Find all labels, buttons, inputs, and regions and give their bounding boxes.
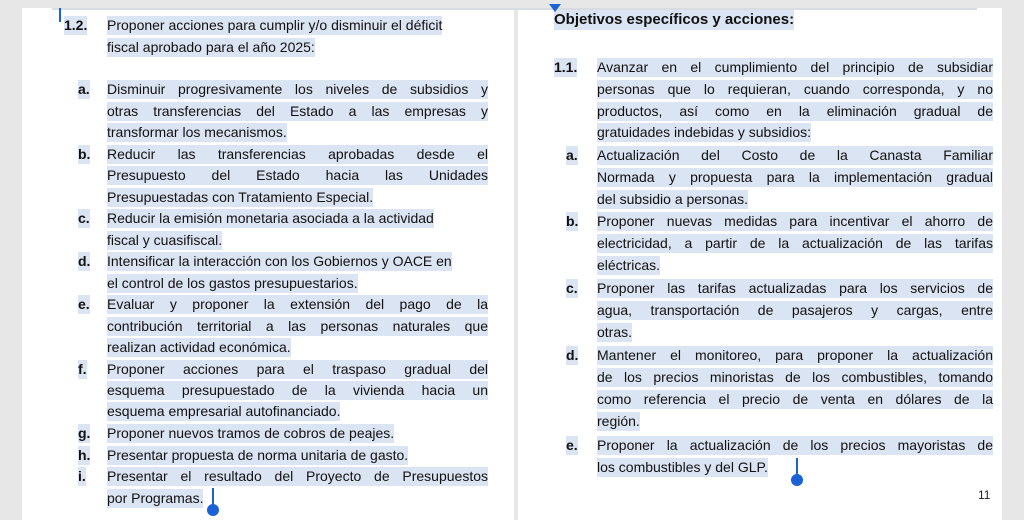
right-item-text-line: eléctricas.	[597, 257, 661, 273]
left-item-text-line: Intensificar la interacción con los Gobiernos y OACE en	[107, 253, 452, 269]
left-item-label: i.	[78, 468, 86, 484]
left-item-text-line: por Programas.	[107, 490, 204, 506]
left-item-text-line: Presentar propuesta de norma unitaria de gasto.	[107, 447, 409, 463]
right-section-text-line: Avanzar en el cumplimiento del principio de subsidiar	[597, 59, 993, 75]
right-item-text-line: Normada y propuesta para la implementación gradual	[597, 169, 993, 185]
left-item-text-line: otras transferencias del Estado a las empresas y	[107, 103, 488, 119]
left-item-text-line: el control de los gastos presupuestarios.	[107, 275, 358, 291]
right-item-label: c.	[566, 280, 578, 296]
right-heading: Objetivos específicos y acciones:	[554, 11, 795, 28]
selection-start-handle[interactable]	[549, 4, 561, 12]
right-section-number: 1.1.	[554, 59, 578, 75]
right-item-label: d.	[566, 347, 579, 363]
left-item-text-line: esquema empresarial autofinanciado.	[107, 403, 341, 419]
right-item-text-line: de los precios minoristas de los combustibles, tomando	[597, 369, 993, 385]
right-item-text-line: Proponer nuevas medidas para incentivar el ahorro de	[597, 213, 993, 229]
left-item-label: c.	[78, 210, 90, 226]
top-divider	[52, 8, 977, 10]
selection-end-handle-left[interactable]	[207, 504, 219, 516]
left-item-text-line: Proponer nuevos tramos de cobros de peajes.	[107, 425, 395, 441]
left-item-text-line: Reducir las transferencias aprobadas desde el	[107, 146, 488, 162]
right-item-text-line: Proponer las tarifas actualizadas para los servicios de	[597, 280, 993, 296]
left-section-text-line: fiscal aprobado para el año 2025:	[107, 39, 315, 55]
page-number: 11	[978, 488, 991, 502]
left-section-text-line: Proponer acciones para cumplir y/o disminuir el déficit	[107, 17, 443, 33]
left-item-label: h.	[78, 447, 91, 463]
left-item-label: b.	[78, 146, 91, 162]
left-item-text-line: transformar los mecanismos.	[107, 124, 287, 140]
right-item-text-line: electricidad, a partir de la actualización de las tarifas	[597, 235, 993, 251]
left-item-text-line: contribución territorial a las personas naturales que	[107, 318, 488, 334]
right-item-text-line: región.	[597, 413, 640, 429]
left-item-label: d.	[78, 253, 91, 269]
right-item-label: a.	[566, 147, 578, 163]
left-item-text-line: esquema presupuestado de la vivienda hacia un	[107, 382, 488, 398]
right-item-text-line: del subsidio a personas.	[597, 191, 748, 207]
left-item-text-line: Presupuestadas con Tratamiento Especial.	[107, 189, 374, 205]
left-section-number: 1.2.	[64, 17, 88, 33]
selection-end-handle-right[interactable]	[791, 474, 803, 486]
left-item-text-line: Proponer acciones para el traspaso gradual del	[107, 361, 488, 377]
right-item-label: b.	[566, 213, 579, 229]
right-section-text-line: productos, así como en la eliminación gradual de	[597, 103, 993, 119]
left-item-text-line: Disminuir progresivamente los niveles de subsidios y	[107, 81, 488, 97]
right-item-text-line: Proponer la actualización de los precios mayoristas de	[597, 437, 993, 453]
right-section-text-line: gratuidades indebidas y subsidios:	[597, 124, 812, 140]
left-item-label: a.	[78, 81, 90, 97]
left-item-text-line: Evaluar y proponer la extensión del pago de la	[107, 296, 488, 312]
left-item-text-line: Presupuesto del Estado hacia las Unidades	[107, 167, 488, 183]
left-item-label: e.	[78, 296, 90, 312]
right-item-label: e.	[566, 437, 578, 453]
right-item-text-line: los combustibles y del GLP.	[597, 459, 768, 475]
right-section-text-line: personas que lo requieran, cuando corresponda, y no	[597, 81, 993, 97]
left-item-text-line: fiscal y cuasifiscal.	[107, 232, 223, 248]
selection-start-caret	[59, 8, 61, 22]
right-item-text-line: como referencia el precio de venta en dólares de la	[597, 391, 993, 407]
left-item-text-line: Presentar el resultado del Proyecto de Presupuestos	[107, 468, 488, 484]
left-item-label: g.	[78, 425, 91, 441]
right-item-text-line: otras.	[597, 324, 633, 340]
left-item-text-line: realizan actividad económica.	[107, 339, 291, 355]
left-item-label: f.	[78, 361, 87, 377]
right-item-text-line: Actualización del Costo de la Canasta Familiar	[597, 147, 993, 163]
left-item-text-line: Reducir la emisión monetaria asociada a la actividad	[107, 210, 434, 226]
right-item-text-line: Mantener el monitoreo, para proponer la actualización	[597, 347, 993, 363]
right-item-text-line: agua, transportación de pasajeros y cargas, entre	[597, 302, 993, 318]
